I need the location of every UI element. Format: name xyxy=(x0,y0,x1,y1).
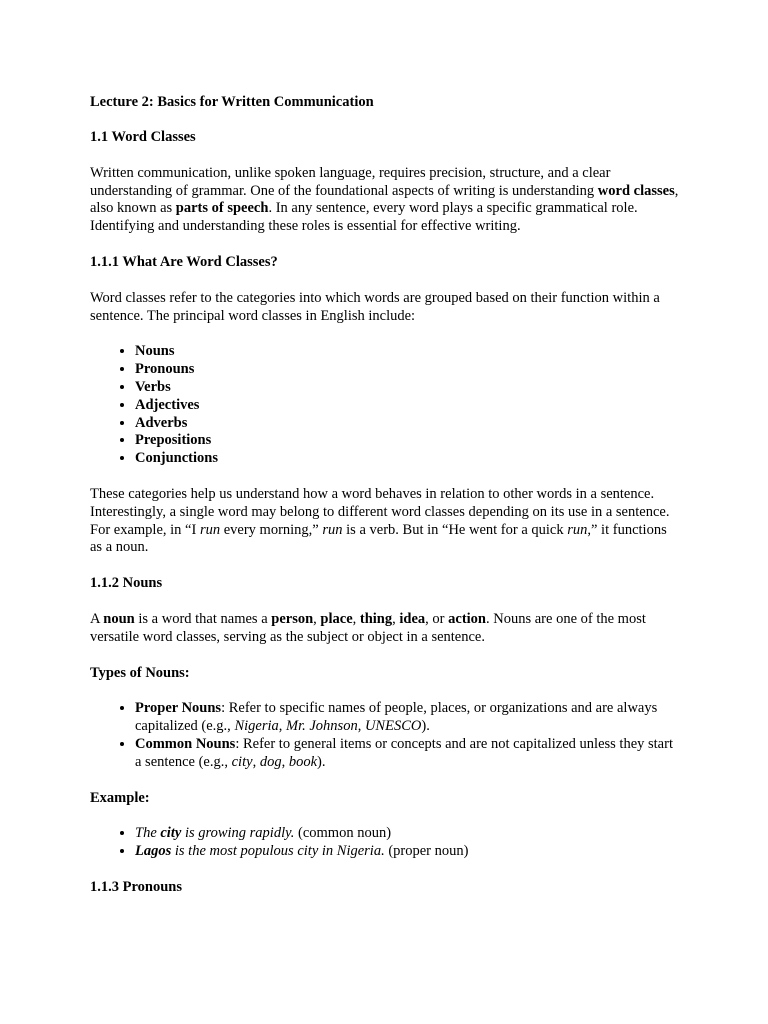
list-item-label: Pronouns xyxy=(135,361,195,378)
definition-paragraph: Word classes refer to the categories into which words are grouped based on their function within a sentence. The principal word classes in English include: xyxy=(90,289,660,324)
italic-term: UNESCO xyxy=(364,718,422,735)
text-run: : Refer to specific names of people, places, or organizations and are always capitalized (e.g., xyxy=(135,700,658,735)
bold-term: thing xyxy=(359,610,393,627)
noun-types-list xyxy=(90,700,680,771)
list-item-label: Adjectives xyxy=(135,396,200,413)
italic-term: The xyxy=(135,825,161,842)
text-run: : Refer to general items or concepts and are not capitalized unless they start a sentence (e.g., xyxy=(135,735,673,770)
text-run: , xyxy=(357,718,365,735)
list-item xyxy=(135,700,680,736)
italic-term: city xyxy=(231,753,253,770)
text-run: , xyxy=(278,718,286,735)
text-run: , or xyxy=(425,610,449,627)
types-of-nouns-label: Types of Nouns: xyxy=(90,664,190,681)
list-item xyxy=(135,361,680,379)
text-run: (common noun) xyxy=(294,825,392,842)
document-title: Lecture 2: Basics for Written Communication xyxy=(90,94,374,110)
categories-paragraph xyxy=(90,486,680,557)
bold-term: idea xyxy=(399,610,426,627)
italic-term: book xyxy=(288,753,317,770)
section-heading-nouns: 1.1.2 Nouns xyxy=(90,575,163,592)
text-run: every morning,” xyxy=(220,521,323,538)
document-body xyxy=(90,129,680,915)
italic-term: Nigeria xyxy=(234,718,279,735)
list-item-label: Nouns xyxy=(135,343,175,360)
examples-list xyxy=(90,825,680,861)
example-label: Example: xyxy=(90,789,150,806)
bold-term: noun xyxy=(103,610,135,627)
text-run: ). xyxy=(421,718,430,735)
list-item-label: Adverbs xyxy=(135,414,188,431)
text-run: ). xyxy=(317,753,326,770)
list-item-label: Verbs xyxy=(135,378,171,395)
text-run: , xyxy=(281,753,289,770)
text-run: (proper noun) xyxy=(384,843,469,860)
text-run: is a verb. But in “He went for a quick xyxy=(342,521,568,538)
list-item xyxy=(135,379,680,397)
text-run: A xyxy=(90,610,104,627)
bold-term: place xyxy=(320,610,353,627)
text-run: Written communication, unlike spoken language, requires precision, structure, and a clear understanding of grammar. One of the foundational aspects of writing is understanding xyxy=(90,164,611,199)
text-run: , xyxy=(313,610,321,627)
text-run: ,” it functions as a noun. xyxy=(90,521,667,556)
text-run: is a word that names a xyxy=(134,610,272,627)
list-item xyxy=(135,450,680,468)
list-item xyxy=(135,397,680,415)
text-run: These categories help us understand how a word behaves in relation to other words in a sentence. Interestingly, a single word may belong to different word classes depending on its use in a sentence. For example, in “I xyxy=(90,485,670,538)
list-item xyxy=(135,736,680,772)
bold-term: person xyxy=(271,610,314,627)
bold-term: Common Nouns xyxy=(135,735,236,752)
italic-term: run xyxy=(199,521,221,538)
intro-paragraph xyxy=(90,165,680,236)
list-item xyxy=(135,343,680,361)
bold-term: Proper Nouns xyxy=(135,700,222,717)
word-classes-list xyxy=(90,343,680,468)
list-item xyxy=(135,415,680,433)
list-item xyxy=(135,432,680,450)
list-item xyxy=(135,825,680,843)
italic-term: run xyxy=(567,521,588,538)
text-run: , xyxy=(352,610,360,627)
text-run: , xyxy=(392,610,400,627)
italic-term: Mr. Johnson xyxy=(286,718,358,735)
section-heading-word-classes: 1.1 Word Classes xyxy=(90,129,196,145)
list-item-label: Conjunctions xyxy=(135,450,218,467)
italic-term: is growing rapidly. xyxy=(181,825,295,842)
text-run: . In any sentence, every word plays a specific grammatical role. Identifying and understanding these roles is essential for effective writing. xyxy=(90,200,638,235)
bold-term: word classes xyxy=(597,182,675,199)
bold-italic-term: city xyxy=(160,825,182,842)
bold-term: parts of speech xyxy=(175,200,269,217)
text-run: . Nouns are one of the most versatile word classes, serving as the subject or object in a sentence. xyxy=(90,610,646,645)
nouns-paragraph xyxy=(90,611,680,647)
bold-italic-term: Lagos xyxy=(135,843,172,860)
italic-term: dog xyxy=(259,753,282,770)
list-item-label: Prepositions xyxy=(135,432,212,449)
italic-term: run xyxy=(322,521,343,538)
text-run: , xyxy=(252,753,260,770)
bold-term: action xyxy=(448,610,486,627)
section-heading-what-are-word-classes: 1.1.1 What Are Word Classes? xyxy=(90,253,278,270)
text-run: , also known as xyxy=(90,182,679,217)
italic-term: is the most populous city in Nigeria. xyxy=(171,843,385,860)
list-item xyxy=(135,843,680,861)
section-heading-pronouns: 1.1.3 Pronouns xyxy=(90,878,182,895)
